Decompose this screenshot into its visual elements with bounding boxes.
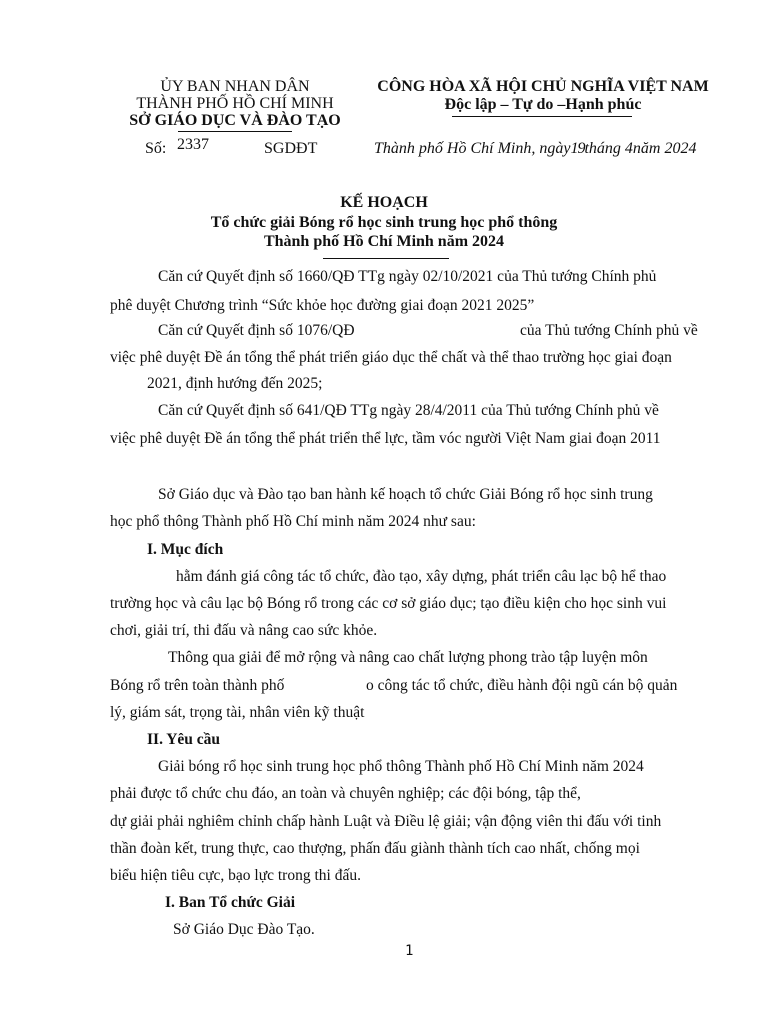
paragraph-line: việc phê duyệt Đề án tổng thể phát triển giáo dục thể chất và thể thao trường học giai đoạn — [110, 349, 672, 366]
paragraph-line: chơi, giải trí, thi đấu và nâng cao sức khỏe. — [110, 622, 378, 639]
paragraph-line: Bóng rổ trên toàn thành phố — [110, 677, 285, 694]
plan-subtitle-1: Tổ chức giải Bóng rổ học sinh trung học phổ thông — [210, 214, 558, 231]
plan-subtitle-2: Thành phố Hồ Chí Minh năm 2024 — [263, 233, 505, 250]
plan-title: KẾ HOẠCH — [340, 194, 428, 211]
date-prefix: Thành phố Hồ Chí Minh, ngày — [374, 140, 571, 157]
paragraph-line: phải được tổ chức chu đáo, an toàn và chuyên nghiệp; các đội bóng, tập thể, — [110, 785, 581, 802]
page-number: 1 — [405, 943, 414, 959]
issuer-line-1: ỦY BAN NHAN DÂN — [160, 78, 310, 95]
document-number-suffix: SGDĐT — [264, 140, 318, 157]
paragraph-line: Giải bóng rổ học sinh trung học phổ thông Thành phố Hồ Chí Minh năm 2024 — [158, 758, 644, 775]
paragraph-line: hằm đánh giá công tác tổ chức, đào tạo, xây dựng, phát triển câu lạc bộ hể thao — [176, 568, 667, 585]
motto-underline — [452, 116, 632, 117]
paragraph-line: Căn cứ Quyết định số 1660/QĐ TTg ngày 02/10/2021 của Thủ tướng Chính phủ — [158, 268, 657, 285]
title-underline — [323, 258, 449, 259]
issuer-line-3: SỞ GIÁO DỤC VÀ ĐÀO TẠO — [129, 112, 341, 129]
paragraph-line: 2021, định hướng đến 2025; — [147, 375, 323, 392]
paragraph-line: o công tác tổ chức, điều hành đội ngũ cán bộ quản — [366, 677, 678, 694]
section-heading-organizing-committee: I. Ban Tổ chức Giải — [165, 894, 296, 911]
paragraph-line: Căn cứ Quyết định số 1076/QĐ — [158, 322, 355, 339]
paragraph-line: của Thủ tướng Chính phủ về — [520, 322, 698, 339]
paragraph-line: trường học và câu lạc bộ Bóng rổ trong các cơ sở giáo dục; tạo điều kiện cho học sinh vui — [110, 595, 667, 612]
document-number-label: Số: — [145, 140, 167, 157]
paragraph-line: phê duyệt Chương trình “Sức khỏe học đường giai đoạn 2021 2025” — [110, 297, 535, 314]
document-number: 2337 — [177, 136, 209, 153]
paragraph-line: học phổ thông Thành phố Hồ Chí minh năm 2024 như sau: — [110, 513, 476, 530]
issuer-line-2: THÀNH PHỐ HỒ CHÍ MINH — [136, 95, 334, 112]
date-year-part: năm 2024 — [632, 140, 697, 157]
date-month: 4 — [624, 140, 633, 157]
paragraph-line: Sở Giáo dục và Đào tạo ban hành kế hoạch tổ chức Giải Bóng rổ học sinh trung — [158, 486, 653, 503]
issue-date — [374, 140, 696, 158]
paragraph-line: lý, giám sát, trọng tài, nhân viên kỹ thuật — [110, 704, 365, 721]
paragraph-line: thần đoàn kết, trung thực, cao thượng, phấn đấu giành thành tích cao nhất, chống mọi — [110, 840, 640, 857]
paragraph-line: biểu hiện tiêu cực, bạo lực trong thi đấu. — [110, 867, 361, 884]
date-month-part: tháng — [584, 140, 621, 157]
paragraph-line: Sở Giáo Dục Đào Tạo. — [173, 921, 315, 938]
paragraph-line: dự giải phải nghiêm chỉnh chấp hành Luật và Điều lệ giải; vận động viên thi đấu với tinh — [110, 813, 662, 830]
paragraph-line: việc phê duyệt Đề án tổng thể phát triển thể lực, tầm vóc người Việt Nam giai đoạn 2011 — [110, 430, 661, 447]
section-heading-purpose: I. Mục đích — [147, 541, 224, 558]
date-day: 19 — [570, 140, 585, 157]
national-motto: Độc lập – Tự do –Hạnh phúc — [444, 96, 642, 113]
section-heading-requirements: II. Yêu cầu — [147, 731, 221, 748]
country-name: CÔNG HÒA XÃ HỘI CHỦ NGHĨA VIỆT NAM — [377, 78, 709, 95]
paragraph-line: Căn cứ Quyết định số 641/QĐ TTg ngày 28/4/2011 của Thủ tướng Chính phủ về — [158, 402, 659, 419]
paragraph-line: Thông qua giải để mở rộng và nâng cao chất lượng phong trào tập luyện môn — [168, 649, 648, 666]
issuer-underline — [178, 131, 292, 132]
